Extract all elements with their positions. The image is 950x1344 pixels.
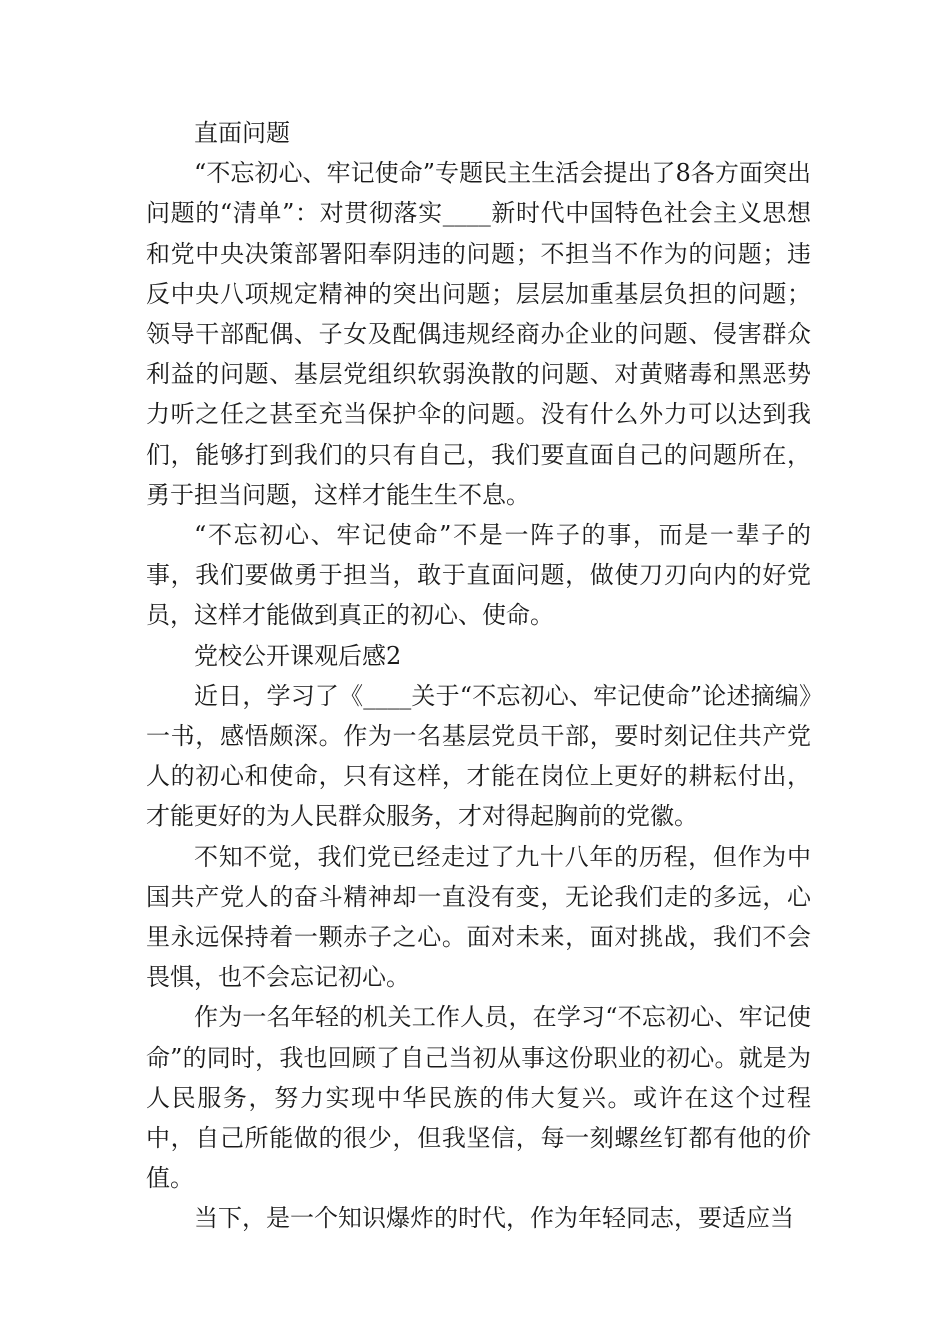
body-paragraph: 作为一名年轻的机关工作人员，在学习“不忘初心、牢记使命”的同时，我也回顾了自己当初从事这份职业的初心。就是为人民服务，努力实现中华民族的伟大复兴。或许在这个过程中，自己所能做的很少，但我坚信，每一刻螺丝钉都有他的价值。 [146, 1003, 811, 1193]
section-heading: 直面问题 [194, 119, 290, 147]
body-paragraph: “不忘初心、牢记使命”不是一阵子的事，而是一辈子的事，我们要做勇于担当，敢于直面问题，做使刀刃向内的好党员，这样才能做到真正的初心、使命。 [146, 521, 811, 630]
body-paragraph: “不忘初心、牢记使命”专题民主生活会提出了8各方面突出问题的“清单”：对贯彻落实____新时代中国特色社会主义思想和党中央决策部署阳奉阴违的问题；不担当不作为的问题；违反中央八项规定精神的突出问题；层层加重基层负担的问题；领导干部配偶、子女及配偶违规经商办企业的问题、侵害群众利益的问题、基层党组织软弱涣散的问题、对黄赌毒和黑恶势力听之任之甚至充当保护伞的问题。没有什么外力可以达到我们，能够打到我们的只有自己，我们要直面自己的问题所在，勇于担当问题，这样才能生生不息。 [146, 159, 811, 509]
body-paragraph: 当下，是一个知识爆炸的时代，作为年轻同志，要适应当 [194, 1204, 794, 1233]
section-heading: 党校公开课观后感2 [194, 641, 402, 670]
document-body [146, 113, 811, 1239]
body-paragraph: 近日，学习了《____关于“不忘初心、牢记使命”论述摘编》一书，感悟颇深。作为一名基层党员干部，要时刻记住共产党人的初心和使命，只有这样，才能在岗位上更好的耕耘付出，才能更好的为人民群众服务，才对得起胸前的党徽。 [146, 681, 811, 831]
body-paragraph: 不知不觉，我们党已经走过了九十八年的历程，但作为中国共产党人的奋斗精神却一直没有变，无论我们走的多远，心里永远保持着一颗赤子之心。面对未来，面对挑战，我们不会畏惧，也不会忘记初心。 [146, 842, 811, 992]
